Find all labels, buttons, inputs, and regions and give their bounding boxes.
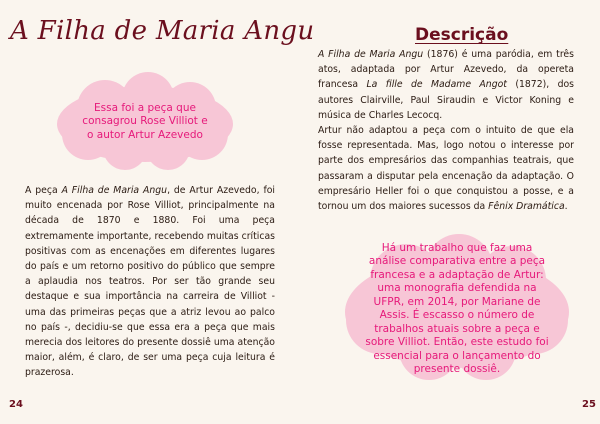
callout-cloud <box>50 72 240 172</box>
company-name: Fênix Dramática <box>488 201 565 213</box>
description-text: A Filha de Maria Angu (1876) é uma paródia, em três atos, adaptada por Artur Azevedo, da opereta francesa La fille de Madame Angot (1872), dos autores Clairville, Paul Siraudin e Victor Koning e música de Charles Lecocq. Artur não adaptou a peça com o intuito de que ela fosse representada. Mas, logo notou o interesse por parte dos empresários das companhias teatrais, que passaram a disputar pela encenação da adaptação. O empresário Heller foi o que conquistou a posse, e a tornou um dos maiores sucessos da Fênix Dramática. <box>318 49 574 213</box>
opera-title: La fille de Madame Angot <box>366 79 507 91</box>
body-paragraph: A peça A Filha de Maria Angu, de Artur Azevedo, foi muito encenada por Rose Villiot, principalmente na década de 1870 e 1880. Foi uma peça extremamente importante, recebendo muitas críticas positivas com as encenações em diferentes lugares do país e um retorno positivo do público que sempre a aplaudia nos teatros. Por ser tão grande seu destaque e sua importância na carreira de Villiot - uma das primeiras peças que a atriz levou ao palco no país -, decidiu-se que essa era a peça que mais merecia dos leitores do presente dossiê uma atenção maior, além, é claro, de ser uma peça cuja leitura é prazerosa. <box>25 185 275 379</box>
callout-text: Há um trabalho que faz uma análise comparativa entre a peça francesa e a adaptação de Artur: uma monografia defendida na UFPR, em 2014, por Mariane de Assis. É escasso o número de trabalhos atuais sobre a peça e sobre Villiot. Então, este estudo foi essencial para o lançamento do presente dossiê. <box>365 241 549 375</box>
callout-text: Essa foi a peça que consagrou Rose Villiot e o autor Artur Azevedo <box>82 101 208 141</box>
page-number: 25 <box>582 399 596 410</box>
page-title: A Filha de Maria Angu <box>10 16 315 46</box>
section-heading: Descrição <box>415 25 509 45</box>
play-title: A Filha de Maria Angu <box>318 49 424 60</box>
page-number: 24 <box>9 399 23 410</box>
callout-cloud <box>334 234 580 384</box>
play-title: A Filha de Maria Angu <box>61 185 168 196</box>
